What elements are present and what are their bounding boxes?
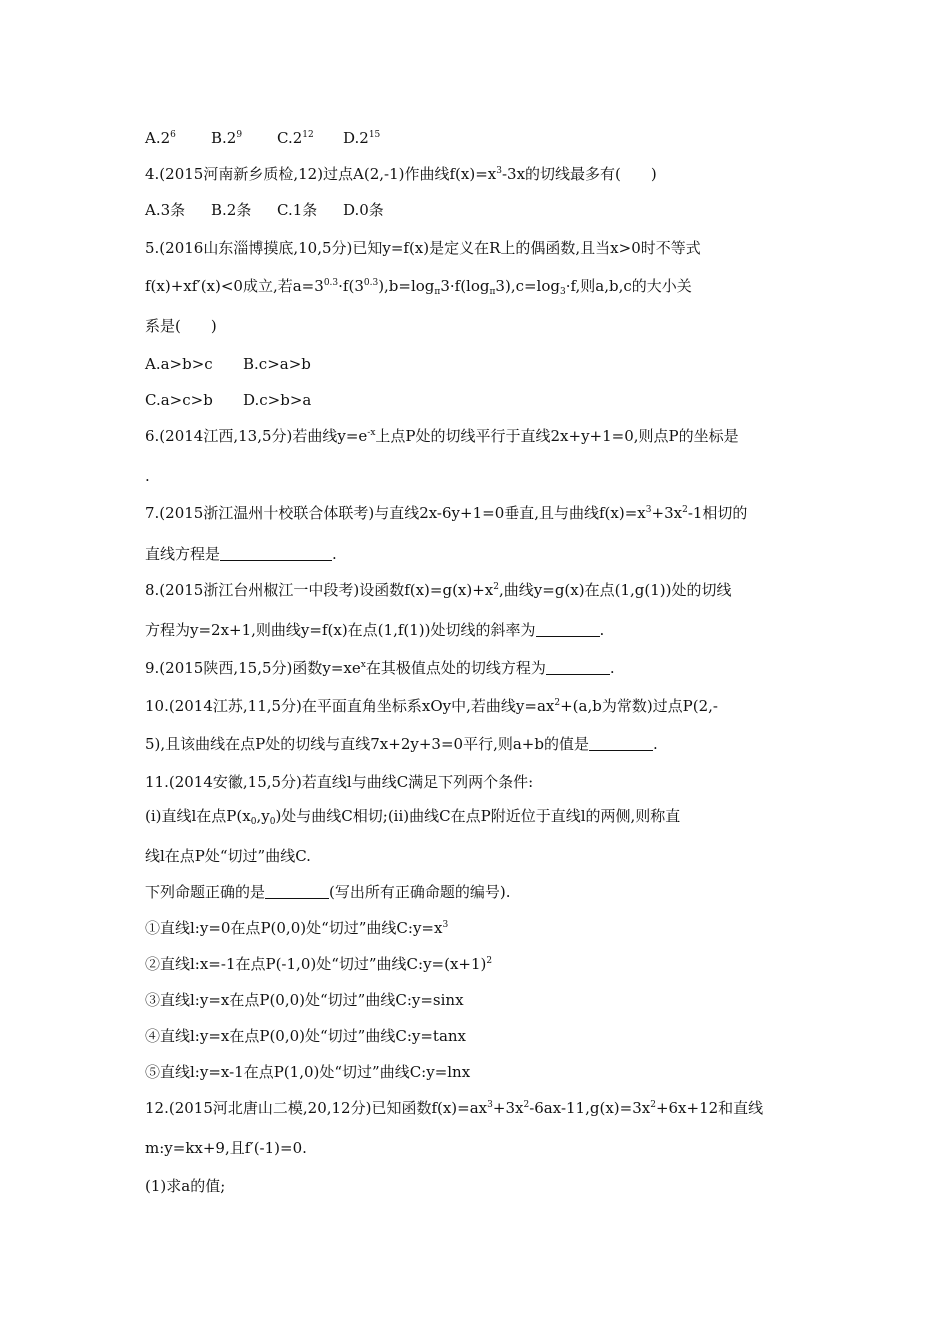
q8-stem-line2: 方程为y=2x+1,则曲线y=f(x)在点(1,f(1))处切线的斜率为 . bbox=[145, 621, 605, 639]
q11-item-1: ①直线l:y=0在点P(0,0)处“切过”曲线$C:y=x^3$ bbox=[145, 919, 449, 937]
q7-stem: 7.(2015浙江温州十校联合体联考)与直线2x-6y+1=0垂直,且与曲线$f(x)=x^3+3x^2-1$相切的 bbox=[145, 504, 748, 522]
q3-option-a: $A.2^6$ bbox=[145, 129, 176, 147]
q4-option-b: B.2条 bbox=[211, 201, 252, 219]
q11-item-4: ④直线l:y=x在点P(0,0)处“切过”曲线C:y=tanx bbox=[145, 1027, 467, 1045]
q5-stem-line3: 系是( ) bbox=[145, 317, 217, 335]
q5-stem-line1: 5.(2016山东淄博摸底,10,5分)已知y=f(x)是定义在R上的偶函数,且当x>0时不等式 bbox=[145, 239, 701, 257]
q11-stem-line2: (i)直线l在点$P(x_0,y_0)$处与曲线C相切;(ii)曲线C在点P附近位于直线l的两侧,则称直 bbox=[145, 807, 681, 827]
q9-answer-blank[interactable] bbox=[546, 660, 610, 675]
q10-stem-line2: 5),且该曲线在点P处的切线与直线7x+2y+3=0平行,则a+b的值是 . bbox=[145, 735, 658, 753]
q5-options-row2 bbox=[145, 390, 815, 410]
q3-option-c: $C.2^{12}$ bbox=[277, 129, 314, 147]
q5-option-b: B.c>a>b bbox=[243, 355, 311, 373]
q5-option-d: D.c>b>a bbox=[243, 391, 312, 409]
q10-stem: 10.(2014江苏,11,5分)在平面直角坐标系xOy中,若曲线$y=ax^2+(a,b$为常数)过点P(2,- bbox=[145, 697, 719, 715]
q5-option-a: A.a>b>c bbox=[145, 355, 213, 373]
q12-part-1: (1)求a的值; bbox=[145, 1177, 226, 1195]
q10-answer-blank[interactable] bbox=[589, 736, 653, 751]
q5-stem-line2: f(x)+xf′(x)<0成立,若$a=3^{0.3}\cdot f(3^{0.3}),b=\log_\pi 3\cdot f(\log_\pi 3),c=\log_3\cdot f$,则a,b,c的大小关 bbox=[145, 277, 692, 297]
q12-stem: 12.(2015河北唐山二模,20,12分)已知函数$f(x)=ax^3+3x^2-6ax-11,g(x)=3x^2+6x+12$和直线 bbox=[145, 1099, 764, 1117]
q12-stem-line2: m:y=kx+9,且f′(-1)=0. bbox=[145, 1139, 307, 1157]
q7-stem-line2: 直线方程是 . bbox=[145, 545, 337, 563]
q5-options-row1 bbox=[145, 354, 815, 374]
q4-options bbox=[145, 200, 815, 220]
q4-option-c: C.1条 bbox=[277, 201, 318, 219]
q4-option-d: D.0条 bbox=[343, 201, 384, 219]
q3-option-b: $B.2^9$ bbox=[211, 129, 243, 147]
q11-item-3: ③直线l:y=x在点P(0,0)处“切过”曲线C:y=sinx bbox=[145, 991, 464, 1009]
q8-stem: 8.(2015浙江台州椒江一中段考)设函数$f(x)=g(x)+x^2$,曲线y=g(x)在点(1,g(1))处的切线 bbox=[145, 581, 732, 599]
q11-stem-line3: 线l在点P处“切过”曲线C. bbox=[145, 847, 311, 865]
q5-option-c: C.a>c>b bbox=[145, 391, 213, 409]
q6-stem: 6.(2014江西,13,5分)若曲线$y=e^{-x}$上点P处的切线平行于直线2x+y+1=0,则点P的坐标是 bbox=[145, 427, 739, 445]
q11-item-5: ⑤直线l:y=x-1在点P(1,0)处“切过”曲线C:y=lnx bbox=[145, 1063, 471, 1081]
q6-stem-line2: . bbox=[145, 467, 150, 485]
q11-answer-blank[interactable] bbox=[265, 884, 329, 899]
q3-option-d: $D.2^{15}$ bbox=[343, 129, 381, 147]
q3-options bbox=[145, 128, 815, 148]
q4-stem: 4.(2015河南新乡质检,12)过点A(2,-1)作曲线$f(x)=x^3-3x$的切线最多有( ) bbox=[145, 165, 657, 183]
q11-stem-line1: 11.(2014安徽,15,5分)若直线l与曲线C满足下列两个条件: bbox=[145, 773, 534, 791]
q4-option-a: A.3条 bbox=[145, 201, 186, 219]
q11-item-2: ②直线l:x=-1在点P(-1,0)处“切过”曲线$C:y=(x+1)^2$ bbox=[145, 955, 493, 973]
q8-answer-blank[interactable] bbox=[536, 622, 600, 637]
q11-stem-line4: 下列命题正确的是 (写出所有正确命题的编号). bbox=[145, 883, 511, 901]
q9-stem: 9.(2015陕西,15,5分)函数$y=xe^x$在其极值点处的切线方程为 . bbox=[145, 659, 615, 677]
q7-answer-blank[interactable] bbox=[220, 546, 332, 561]
